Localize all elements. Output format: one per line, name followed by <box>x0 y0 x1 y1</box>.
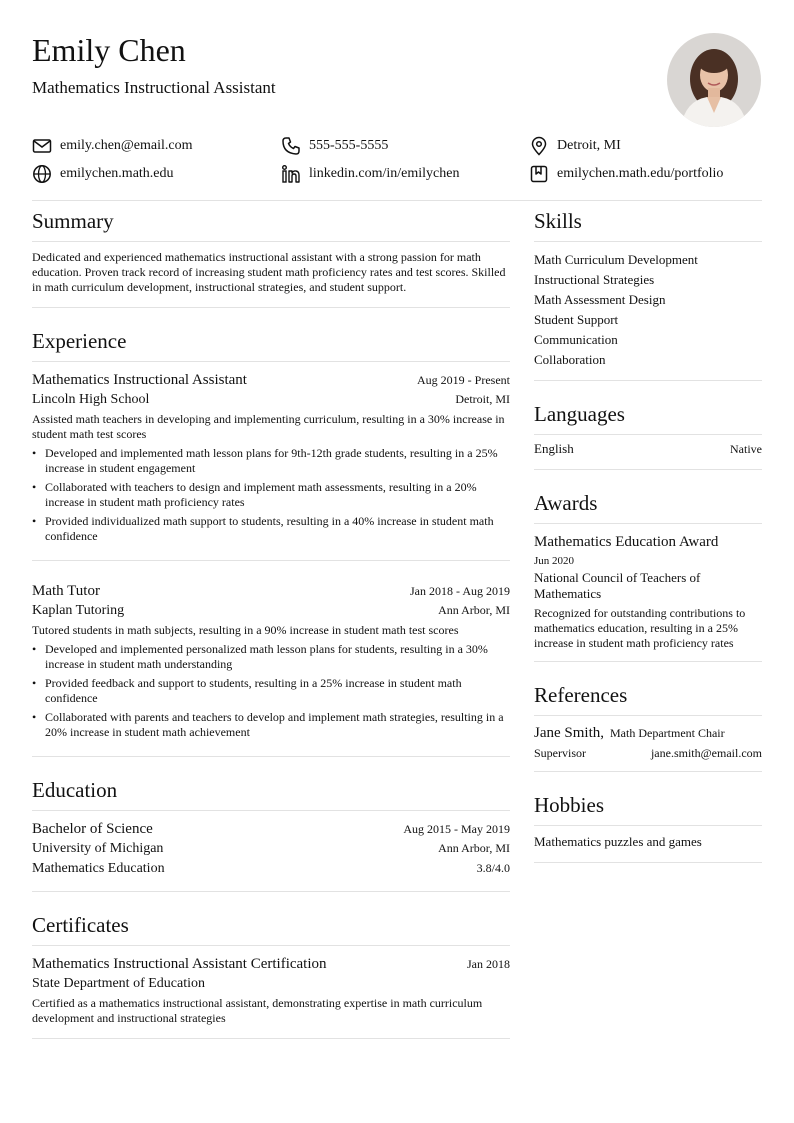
skill-item: Student Support <box>534 312 619 327</box>
linkedin-icon <box>281 164 301 184</box>
left-column <box>32 202 510 1053</box>
hobby-item: Mathematics puzzles and games <box>534 834 702 849</box>
degree: Bachelor of Science <box>32 821 153 837</box>
skills-heading: Skills <box>534 202 762 242</box>
certificate-name: Mathematics Instructional Assistant Certification <box>32 956 327 972</box>
profile-photo-image <box>667 33 761 127</box>
job-title: Math Tutor <box>32 583 100 599</box>
skill-item: Collaboration <box>534 352 606 367</box>
certificate-issuer: State Department of Education <box>32 976 205 991</box>
award-organization: National Council of Teachers of Mathematics <box>534 570 701 601</box>
job-employer: Kaplan Tutoring <box>32 603 125 618</box>
skill-item: Math Curriculum Development <box>534 252 698 267</box>
summary-section <box>32 202 510 308</box>
contact-phone[interactable] <box>281 132 388 160</box>
award-description: Recognized for outstanding contributions to mathematics education, resulting in a 25% increase in student math proficiency rates <box>534 606 746 650</box>
resume-page <box>32 0 762 1025</box>
experience-item <box>32 573 510 756</box>
contact-website[interactable] <box>32 160 174 188</box>
skill-item: Instructional Strategies <box>534 272 655 287</box>
languages-heading: Languages <box>534 395 762 435</box>
award-date: Jun 2020 <box>534 555 575 567</box>
job-description: Assisted math teachers in developing and implementing curriculum, resulting in a 30% increase in student math test scores <box>32 412 505 441</box>
globe-icon <box>32 164 52 184</box>
bullet-item: • Provided individualized math support to students, resulting in a 40% increase in student math confidence <box>45 514 510 544</box>
candidate-title: Mathematics Instructional Assistant <box>32 78 276 97</box>
hobbies-heading: Hobbies <box>534 786 762 826</box>
award-title: Mathematics Education Award <box>534 534 719 550</box>
location-pin-icon <box>529 136 549 156</box>
education-section <box>32 771 510 892</box>
mail-icon <box>32 136 52 156</box>
bullet-item: • Collaborated with parents and teachers to develop and implement math strategies, resulting in a 20% increase in student math achievement <box>45 710 510 740</box>
awards-section <box>534 484 762 662</box>
bullet-item: • Developed and implemented math lesson plans for 9th-12th grade students, resulting in a 25% increase in student engagement <box>45 446 510 476</box>
language-level: Native <box>730 442 762 456</box>
skill-item: Communication <box>534 332 618 347</box>
contact-linkedin-text: linkedin.com/in/emilychen <box>309 166 460 181</box>
reference-name: Jane Smith, <box>534 725 604 741</box>
language-item <box>534 435 762 469</box>
job-dates: Aug 2019 - Present <box>417 373 510 387</box>
contact-portfolio-text: emilychen.math.edu/portfolio <box>557 166 724 181</box>
skills-list <box>534 242 762 380</box>
contact-location-text: Detroit, MI <box>557 138 621 153</box>
experience-heading: Experience <box>32 322 510 362</box>
education-item <box>32 811 510 891</box>
contact-phone-text: 555-555-5555 <box>309 138 389 153</box>
portfolio-bookmark-icon <box>529 164 549 184</box>
award-item <box>534 524 762 661</box>
profile-photo <box>667 33 761 127</box>
job-dates: Jan 2018 - Aug 2019 <box>410 584 510 598</box>
contact-portfolio[interactable] <box>529 160 723 188</box>
job-bullets <box>32 642 510 740</box>
references-heading: References <box>534 676 762 716</box>
skill-item: Math Assessment Design <box>534 292 666 307</box>
education-dates: Aug 2015 - May 2019 <box>403 822 510 836</box>
phone-icon <box>281 136 301 156</box>
school-name: University of Michigan <box>32 841 164 856</box>
job-title: Mathematics Instructional Assistant <box>32 372 247 388</box>
certificate-description: Certified as a mathematics instructional assistant, demonstrating expertise in math curriculum development and instructional strategies <box>32 996 483 1025</box>
reference-relation: Supervisor <box>534 746 586 760</box>
certificates-section <box>32 906 510 1039</box>
language-name: English <box>534 441 574 456</box>
right-column <box>534 202 762 877</box>
job-location: Ann Arbor, MI <box>438 603 510 617</box>
gpa: 3.8/4.0 <box>476 861 510 875</box>
certificates-heading: Certificates <box>32 906 510 946</box>
experience-section <box>32 322 510 757</box>
contact-email[interactable] <box>32 132 193 160</box>
school-location: Ann Arbor, MI <box>438 841 510 855</box>
field-of-study: Mathematics Education <box>32 861 165 876</box>
contact-linkedin[interactable] <box>281 160 459 188</box>
summary-text: Dedicated and experienced mathematics instructional assistant with a strong passion for math education. Proven track record of increasing student math proficiency rates and test scores. Skilled in math curriculum development, instructional strategies, and student support. <box>32 250 506 294</box>
certificate-date: Jan 2018 <box>467 957 510 971</box>
hobbies-section <box>534 786 762 863</box>
certificate-item <box>32 946 510 1038</box>
job-location: Detroit, MI <box>455 392 510 406</box>
job-bullets <box>32 446 510 544</box>
summary-heading: Summary <box>32 202 510 242</box>
job-employer: Lincoln High School <box>32 392 150 407</box>
reference-email[interactable]: jane.smith@email.com <box>650 746 762 760</box>
awards-heading: Awards <box>534 484 762 524</box>
header-divider <box>32 200 762 201</box>
languages-section <box>534 395 762 470</box>
contact-location <box>529 132 621 160</box>
resume-header <box>32 0 762 200</box>
reference-role: Math Department Chair <box>610 726 725 740</box>
bullet-item: • Provided feedback and support to students, resulting in a 25% increase in student math confidence <box>45 676 510 706</box>
bullet-item: • Collaborated with teachers to design and implement math assessments, resulting in a 20% increase in student math proficiency rates <box>45 480 510 510</box>
education-heading: Education <box>32 771 510 811</box>
references-section <box>534 676 762 772</box>
job-description: Tutored students in math subjects, resulting in a 90% increase in student math test scores <box>32 623 459 637</box>
experience-item <box>32 362 510 561</box>
contact-email-text: emily.chen@email.com <box>60 138 193 153</box>
reference-item <box>534 716 762 771</box>
candidate-name: Emily Chen <box>32 32 186 68</box>
contact-website-text: emilychen.math.edu <box>60 166 174 181</box>
skills-section <box>534 202 762 381</box>
bullet-item: • Developed and implemented personalized math lesson plans for students, resulting in a 30% increase in student math understanding <box>45 642 510 672</box>
